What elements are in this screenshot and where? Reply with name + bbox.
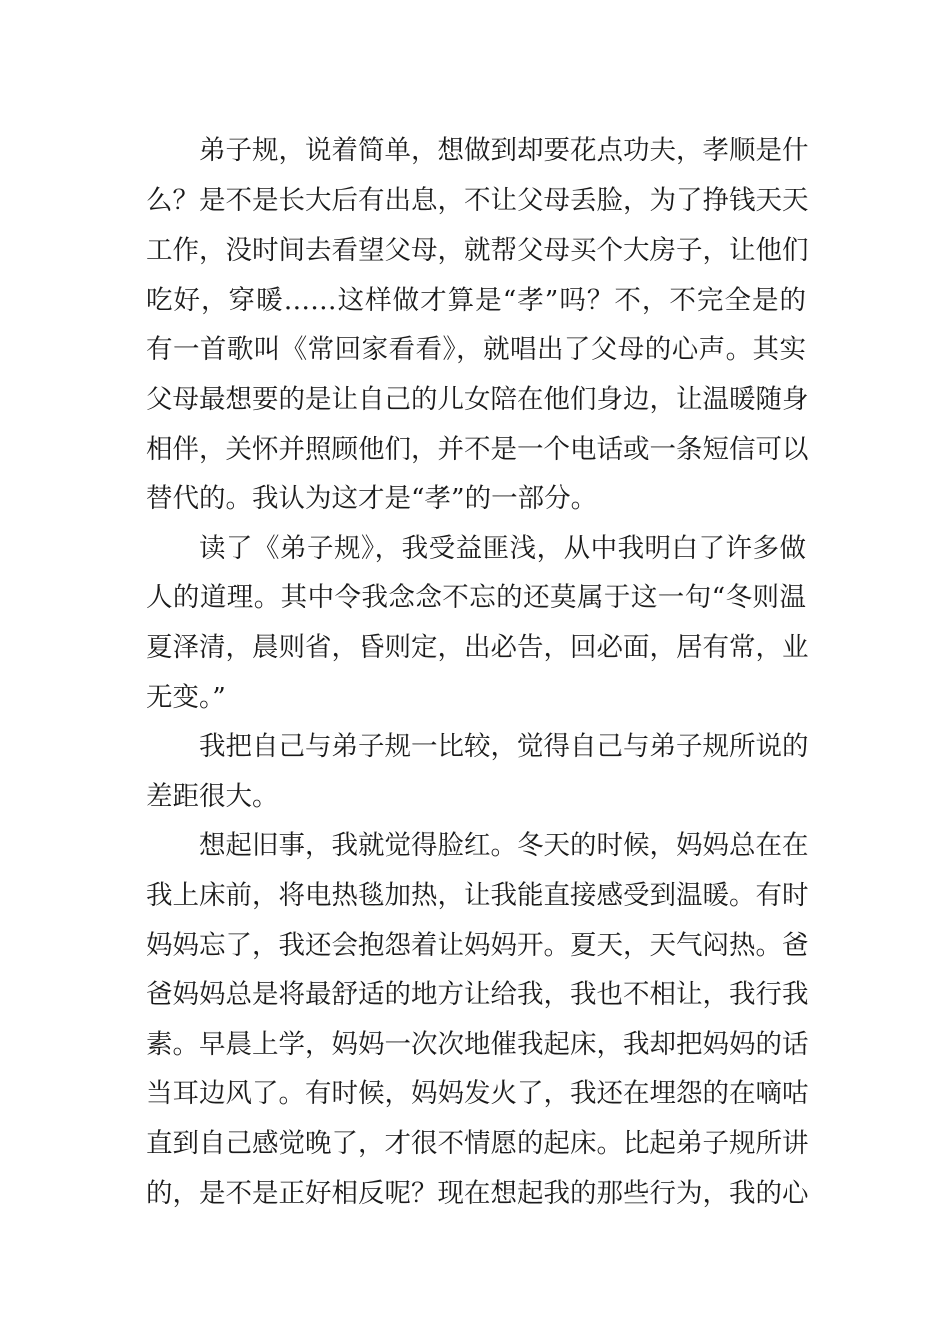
text-line-9: 读了《弟子规》，我受益匪浅，从中我明白了许多做 bbox=[199, 533, 806, 564]
text-line-8: 替代的。我认为这才是“孝”的一部分。 bbox=[146, 483, 598, 514]
text-line-20: 当耳边风了。有时候，妈妈发火了，我还在埋怨的在嘀咕 bbox=[146, 1078, 809, 1109]
text-line-17: 妈妈忘了，我还会抱怨着让妈妈开。夏天，天气闷热。爸 bbox=[146, 930, 809, 961]
text-line-16: 我上床前，将电热毯加热，让我能直接感受到温暖。有时 bbox=[146, 880, 809, 911]
text-line-21: 直到自己感觉晚了，才很不情愿的起床。比起弟子规所讲 bbox=[146, 1128, 809, 1159]
text-line-15: 想起旧事，我就觉得脸红。冬天的时候，妈妈总在在 bbox=[199, 830, 809, 861]
text-line-3: 工作，没时间去看望父母，就帮父母买个大房子，让他们 bbox=[146, 235, 809, 266]
text-line-7: 相伴，关怀并照顾他们，并不是一个电话或一条短信可以 bbox=[146, 434, 809, 465]
text-line-12: 无变。” bbox=[146, 682, 226, 713]
text-line-22: 的，是不是正好相反呢？现在想起我的那些行为，我的心 bbox=[146, 1178, 809, 1209]
text-line-4: 吃好，穿暖……这样做才算是“孝”吗？不，不完全是的 bbox=[146, 285, 806, 316]
text-line-6: 父母最想要的是让自己的儿女陪在他们身边，让温暖随身 bbox=[146, 384, 809, 415]
text-line-5: 有一首歌叫《常回家看看》，就唱出了父母的心声。其实 bbox=[146, 334, 806, 365]
text-line-19: 素。早晨上学，妈妈一次次地催我起床，我却把妈妈的话 bbox=[146, 1029, 809, 1060]
text-line-13: 我把自己与弟子规一比较，觉得自己与弟子规所说的 bbox=[199, 731, 809, 762]
text-line-10: 人的道理。其中令我念念不忘的还莫属于这一句“冬则温 bbox=[146, 582, 806, 613]
text-line-11: 夏泽清，晨则省，昏则定，出必告，回必面，居有常，业 bbox=[146, 632, 809, 663]
text-line-14: 差距很大。 bbox=[146, 781, 279, 812]
text-line-18: 爸妈妈总是将最舒适的地方让给我，我也不相让，我行我 bbox=[146, 979, 809, 1010]
text-line-1: 弟子规，说着简单，想做到却要花点功夫，孝顺是什 bbox=[199, 135, 809, 166]
text-line-2: 么？是不是长大后有出息，不让父母丢脸，为了挣钱天天 bbox=[146, 185, 809, 216]
